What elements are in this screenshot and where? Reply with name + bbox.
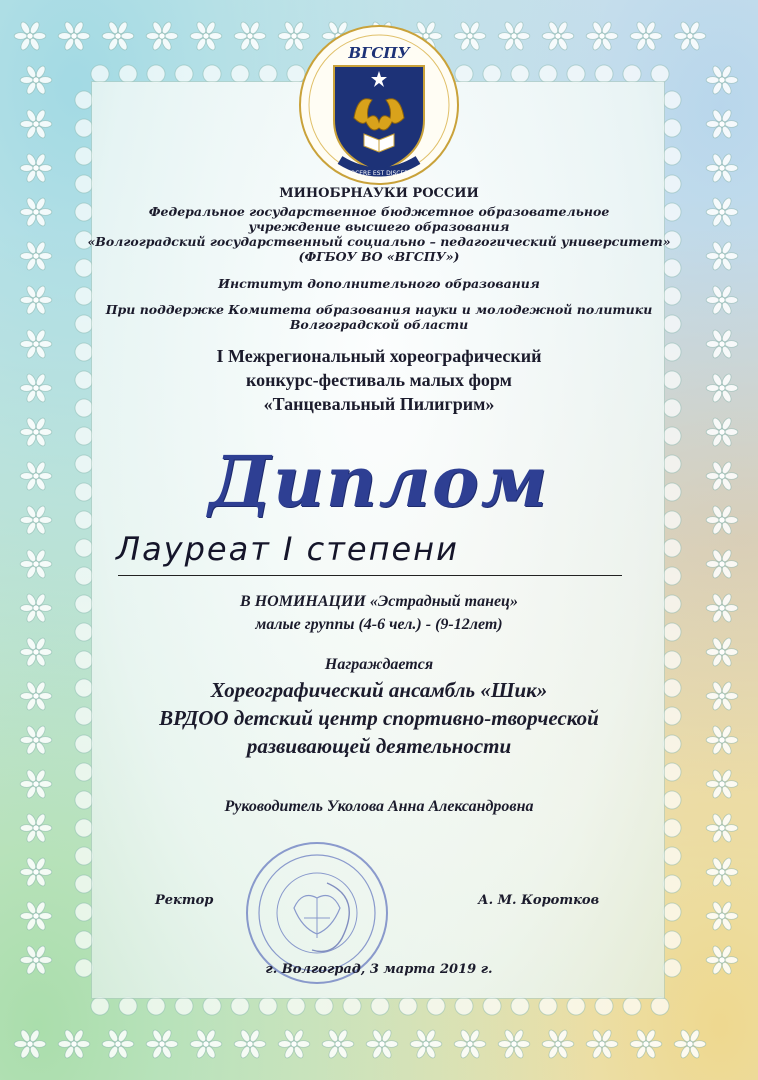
lace-scallop: [511, 997, 529, 1015]
event-line-3: «Танцевальный Пилигрим»: [263, 394, 495, 414]
lace-scallop: [483, 997, 501, 1015]
lace-motif: [190, 1029, 222, 1060]
lace-scallop: [203, 65, 221, 83]
lace-motif: [278, 1029, 310, 1060]
lace-scallop: [539, 997, 557, 1015]
lace-scallop: [119, 65, 137, 83]
lace-scallop: [455, 997, 473, 1015]
lace-motif: [20, 153, 52, 184]
lace-motif: [706, 109, 738, 140]
lace-motif: [102, 21, 134, 52]
emblem-title: ВГСПУ: [348, 44, 410, 62]
lace-scallop: [75, 875, 93, 893]
lace-motif: [706, 65, 738, 96]
nomination-line-1: В НОМИНАЦИИ «Эстрадный танец»: [240, 593, 518, 610]
rector-label: Ректор: [155, 893, 214, 908]
lace-scallop: [175, 65, 193, 83]
lace-motif: [322, 1029, 354, 1060]
institute-name: Институт дополнительного образования: [218, 276, 540, 291]
lace-scallop: [663, 91, 681, 109]
lace-scallop: [511, 65, 529, 83]
lace-scallop: [75, 903, 93, 921]
nomination-line-2: малые группы (4-6 чел.) - (9-12лет): [255, 616, 503, 633]
lace-scallop: [483, 65, 501, 83]
university-abbrev: (ФГБОУ ВО «ВГСПУ»): [298, 249, 460, 264]
lace-scallop: [663, 931, 681, 949]
recipient-line-3: развивающей деятельности: [246, 734, 512, 758]
lace-motif: [14, 21, 46, 52]
lace-motif: [20, 109, 52, 140]
lace-scallop: [75, 91, 93, 109]
lace-scallop: [663, 119, 681, 137]
lace-motif: [146, 21, 178, 52]
lace-scallop: [623, 65, 641, 83]
lace-scallop: [343, 997, 361, 1015]
lace-motif: [20, 549, 52, 580]
lace-motif: [20, 813, 52, 844]
lace-scallop: [663, 847, 681, 865]
lace-motif: [234, 21, 266, 52]
lace-scallop: [567, 997, 585, 1015]
lace-scallop: [75, 819, 93, 837]
org-line-2: учреждение высшего образования: [248, 219, 510, 234]
lace-scallop: [75, 119, 93, 137]
rector-name: А. М. Коротков: [478, 893, 600, 908]
lace-motif: [58, 1029, 90, 1060]
award-underline: [118, 575, 622, 576]
lace-scallop: [75, 567, 93, 585]
lace-scallop: [651, 65, 669, 83]
lace-motif: [674, 21, 706, 52]
lace-scallop: [663, 567, 681, 585]
lace-motif: [58, 21, 90, 52]
lace-motif: [146, 1029, 178, 1060]
emblem-motto: DOCERE EST DISCERE: [345, 170, 413, 177]
lace-scallop: [91, 65, 109, 83]
recipient-line-2: ВРДОО детский центр спортивно-творческой: [159, 706, 599, 730]
lace-motif: [630, 1029, 662, 1060]
awarded-label: Награждается: [324, 656, 434, 673]
lace-scallop: [147, 997, 165, 1015]
lace-scallop: [663, 147, 681, 165]
lace-scallop: [663, 819, 681, 837]
lace-scallop: [147, 65, 165, 83]
lace-motif: [586, 1029, 618, 1060]
lace-motif: [20, 857, 52, 888]
lace-motif: [190, 21, 222, 52]
lace-motif: [706, 769, 738, 800]
ministry-name: МИНОБРНАУКИ РОССИИ: [279, 186, 479, 201]
lace-scallop: [399, 997, 417, 1015]
lace-motif: [542, 21, 574, 52]
lace-scallop: [259, 997, 277, 1015]
support-line-1: При поддержке Комитета образования науки и молодежной политики: [105, 302, 653, 317]
lace-scallop: [119, 997, 137, 1015]
lace-scallop: [663, 875, 681, 893]
lace-scallop: [75, 847, 93, 865]
lace-motif: [20, 65, 52, 96]
lace-scallop: [75, 539, 93, 557]
lace-motif: [674, 1029, 706, 1060]
lace-scallop: [539, 65, 557, 83]
lace-motif: [498, 1029, 530, 1060]
lace-motif: [20, 769, 52, 800]
lace-scallop: [203, 997, 221, 1015]
lace-scallop: [663, 903, 681, 921]
university-emblem: [296, 22, 462, 188]
lace-motif: [454, 1029, 486, 1060]
lace-motif: [706, 857, 738, 888]
event-line-2: конкурс-фестиваль малых форм: [246, 370, 512, 390]
lace-scallop: [231, 997, 249, 1015]
lace-scallop: [175, 997, 193, 1015]
lace-motif: [586, 21, 618, 52]
lace-scallop: [567, 65, 585, 83]
lace-motif: [706, 153, 738, 184]
lace-motif: [706, 901, 738, 932]
lace-scallop: [259, 65, 277, 83]
university-name: «Волгоградский государственный социально – педагогический университет»: [87, 234, 671, 249]
lace-scallop: [595, 65, 613, 83]
lace-motif: [234, 1029, 266, 1060]
lace-motif: [630, 21, 662, 52]
lace-motif: [498, 21, 530, 52]
lace-motif: [706, 813, 738, 844]
lace-scallop: [371, 997, 389, 1015]
lace-scallop: [427, 997, 445, 1015]
diploma-title: Диплом: [208, 440, 550, 523]
lace-scallop: [663, 539, 681, 557]
lace-motif: [410, 1029, 442, 1060]
recipient-line-1: Хореографический ансамбль «Шик»: [210, 678, 548, 702]
support-line-2: Волгоградской области: [289, 317, 469, 332]
lace-scallop: [75, 931, 93, 949]
leader-name: Руководитель Уколова Анна Александровна: [224, 798, 534, 815]
lace-motif: [14, 1029, 46, 1060]
lace-scallop: [651, 997, 669, 1015]
lace-motif: [366, 1029, 398, 1060]
city-date: г. Волгоград, 3 марта 2019 г.: [265, 962, 493, 977]
lace-scallop: [75, 147, 93, 165]
lace-motif: [542, 1029, 574, 1060]
lace-scallop: [315, 997, 333, 1015]
org-line-1: Федеральное государственное бюджетное образовательное: [148, 204, 610, 219]
lace-motif: [102, 1029, 134, 1060]
lace-motif: [20, 901, 52, 932]
lace-scallop: [91, 997, 109, 1015]
lace-scallop: [231, 65, 249, 83]
lace-scallop: [663, 763, 681, 781]
lace-scallop: [287, 997, 305, 1015]
lace-motif: [706, 549, 738, 580]
handwritten-award: Лауреат I степени: [116, 530, 459, 568]
lace-scallop: [595, 997, 613, 1015]
event-line-1: I Межрегиональный хореографический: [216, 346, 542, 366]
lace-scallop: [623, 997, 641, 1015]
lace-scallop: [75, 763, 93, 781]
